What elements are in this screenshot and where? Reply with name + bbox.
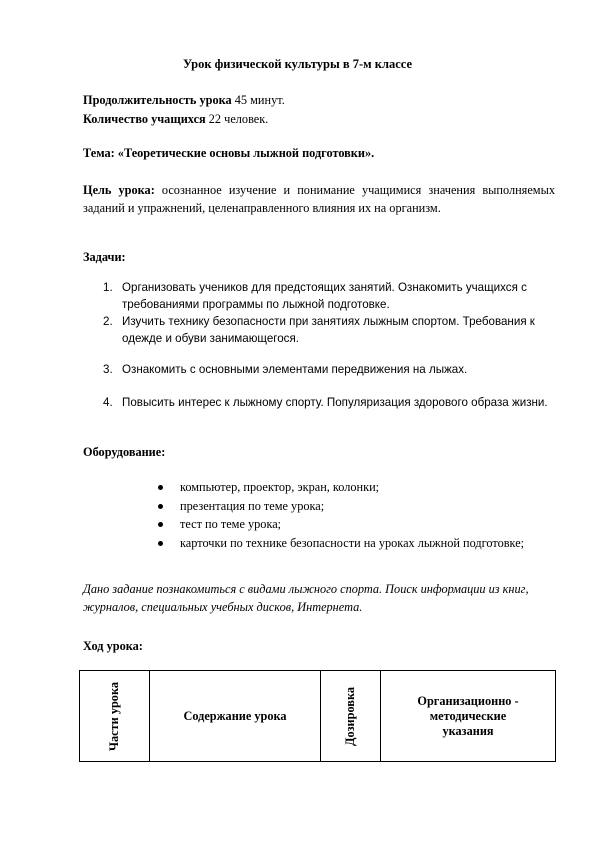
task-number: 2. — [103, 315, 113, 328]
header-parts — [80, 671, 150, 762]
task-number: 1. — [103, 281, 113, 294]
equipment-text: тест по теме урока; — [180, 517, 282, 531]
students-line — [83, 112, 268, 127]
task-text: Ознакомить с основными элементами передвижения на лыжах. — [122, 363, 468, 376]
topic-label: Тема: — [83, 146, 115, 160]
bullet-icon — [158, 522, 163, 527]
goal-text: осознанное изучение и понимание учащимися значения выполняемых заданий и упражнений, целенаправленного влияния их на организм. — [83, 183, 555, 215]
bullet-icon — [158, 541, 163, 546]
duration-line — [83, 93, 285, 108]
goal-label: Цель урока: — [83, 183, 155, 197]
header-guidance: Организационно - методические указания — [381, 671, 556, 762]
students-value: 22 человек. — [205, 112, 269, 126]
task-number: 4. — [103, 396, 113, 409]
equipment-text: презентация по теме урока; — [180, 499, 325, 513]
lesson-course-table — [79, 670, 556, 762]
header-dosage-label: Дозировка — [343, 686, 358, 746]
students-label: Количество учащихся — [83, 112, 206, 126]
task-text: Организовать учеников для предстоящих занятий. Ознакомить учащихся с требованиями программы по лыжной подготовке. — [122, 281, 527, 311]
header-parts-label: Части урока — [107, 681, 122, 751]
tasks-heading: Задачи: — [83, 250, 126, 264]
equipment-text: компьютер, проектор, экран, колонки; — [180, 480, 380, 494]
bullet-icon — [158, 485, 163, 490]
header-content: Содержание урока — [150, 671, 321, 762]
course-heading: Ход урока: — [83, 639, 143, 653]
assignment-note: Дано задание познакомиться с видами лыжного спорта. Поиск информации из книг, журналов, специальных учебных дисков, Интернета. — [83, 582, 529, 614]
header-dosage — [321, 671, 381, 762]
task-text: Повысить интерес к лыжному спорту. Популяризация здорового образа жизни. — [122, 396, 548, 409]
duration-value: 45 минут. — [231, 93, 285, 107]
equipment-text: карточки по технике безопасности на уроках лыжной подготовке; — [180, 536, 525, 550]
task-text: Изучить технику безопасности при занятиях лыжным спортом. Требования к одежде и обуви занимающегося. — [122, 315, 535, 345]
table-header-row — [80, 671, 556, 762]
duration-label: Продолжительность урока — [83, 93, 232, 107]
topic-line — [83, 146, 374, 161]
equipment-heading: Оборудование: — [83, 445, 166, 459]
goal-paragraph — [83, 182, 555, 217]
lesson-title: Урок физической культуры в 7-м классе — [182, 57, 413, 71]
topic-value: «Теоретические основы лыжной подготовки». — [114, 146, 375, 160]
task-number: 3. — [103, 363, 113, 376]
bullet-icon — [158, 504, 163, 509]
